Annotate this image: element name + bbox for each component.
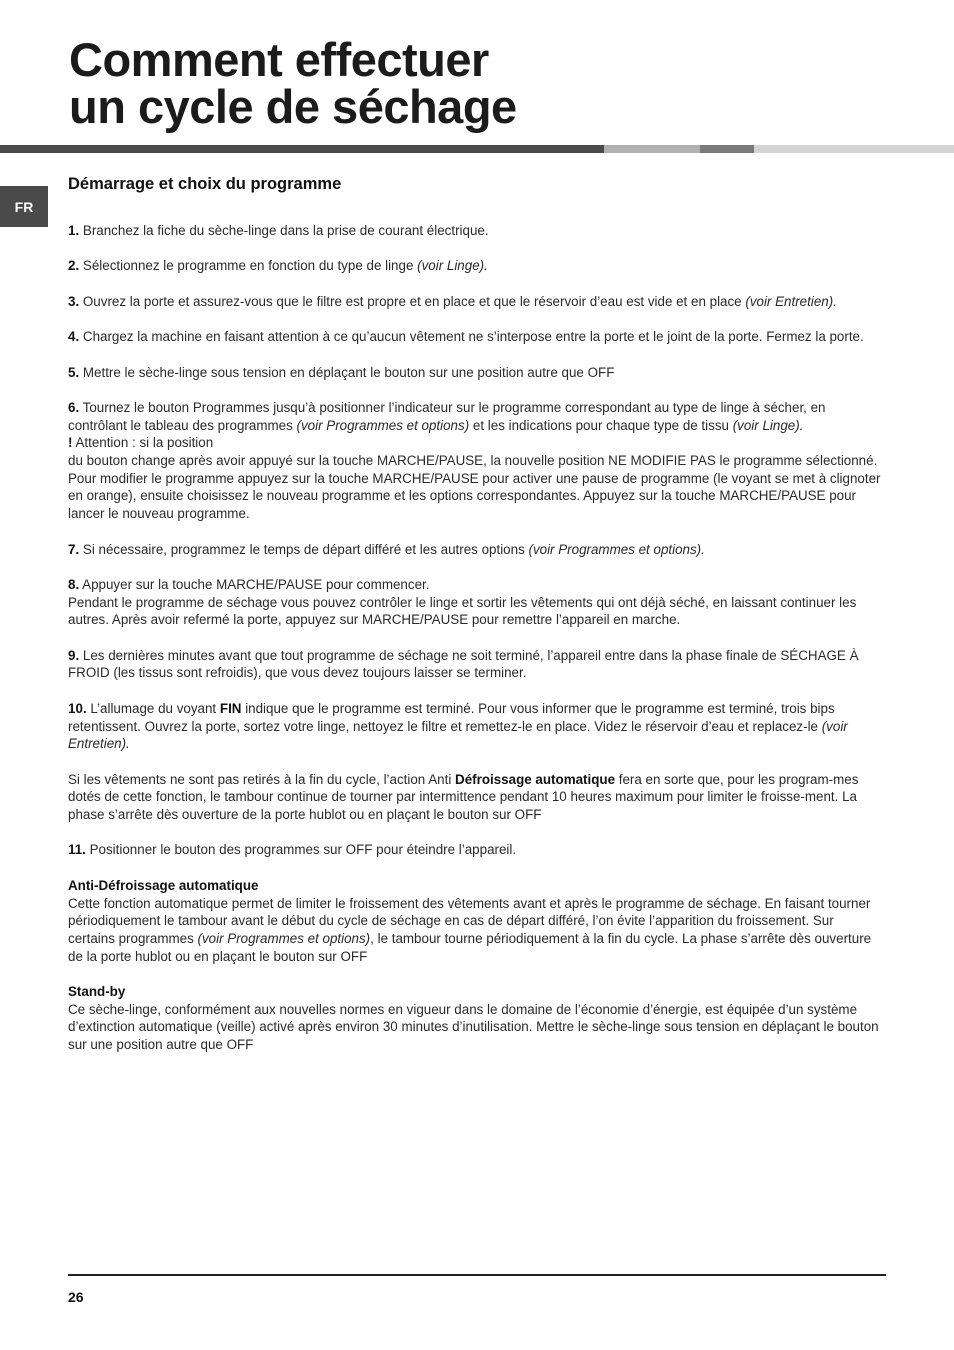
anti-wrinkle-note: Si les vêtements ne sont pas retirés à la fin du cycle, l’action Anti Défroissage automatique fera en sorte que, pour les program-mes dotés de cette fonction, le tambour continue de tourner par intermittence pendant 10 heures maximum pour limiter le froisse-ment. La phase s’arrête dès ouverture de la porte hublot ou en plaçant le bouton sur OFF: [68, 771, 859, 823]
anti-wrinkle-section: Anti-Défroissage automatique Cette fonction automatique permet de limiter le froissement des vêtements avant et après le programme de séchage. En faisant tourner périodiquement le tambour avant le début du cycle de séchage en cas de départ différé, l’on évite l’apparition du froissement. Sur certains programmes (voir Programmes et options), le tambour tourne périodiquement à la fin du cycle. La phase s’arrête dès ouverture de la porte hublot ou en plaçant le bouton sur OFF: [68, 877, 884, 966]
header-bar-dim: [700, 145, 754, 153]
warning-icon: !: [68, 435, 73, 451]
step-8: 8. Appuyer sur la touche MARCHE/PAUSE pour commencer. Pendant le programme de séchage vous pouvez contrôler le linge et sortir les vêtements qui ont déjà séché, en laissant continuer les autres. Après avoir refermé la porte, appuyez sur MARCHE/PAUSE pour remettre l’appareil en marche.: [68, 576, 857, 628]
standby-heading: Stand-by: [68, 984, 126, 1000]
header-bar-mid: [604, 145, 700, 153]
step-5: 5. Mettre le sèche-linge sous tension en déplaçant le bouton sur une position autre que OFF: [68, 364, 615, 380]
page-number: 26: [68, 1289, 84, 1305]
section-title: Démarrage et choix du programme: [68, 175, 342, 193]
language-tab: FR: [0, 186, 48, 227]
anti-wrinkle-heading: Anti-Défroissage automatique: [68, 877, 259, 893]
page-title-line-2: un cycle de séchage: [69, 80, 517, 133]
step-10: 10. L’allumage du voyant FIN indique que le programme est terminé. Pour vous informer que le programme est terminé, trois bips retentissent. Ouvrez la porte, sortez votre linge, nettoyez le filtre et remettez-le en place. Videz le réservoir d’eau et replacez-le (voir Entretien).: [68, 700, 848, 752]
step-7: 7. Si nécessaire, programmez le temps de départ différé et les autres options (voir Programmes et options).: [68, 541, 705, 557]
step-2: 2. Sélectionnez le programme en fonction du type de linge (voir Linge).: [68, 258, 488, 274]
header-bar-light: [754, 145, 954, 153]
instructions-body: [68, 222, 884, 1072]
page-title-line-1: Comment effectuer: [69, 33, 489, 86]
step-6: 6. Tournez le bouton Programmes jusqu’à positionner l’indicateur sur le programme correspondant au type de linge à sécher, en contrôlant le tableau des programmes (voir Programmes et options) et les indications pour chaque type de tissu (voir Linge). ! Attention : si la position du bouton change après avoir appuyé sur la touche MARCHE/PAUSE, la nouvelle position NE MODIFIE PAS le programme sélectionné. Pour modifier le programme appuyez sur la touche MARCHE/PAUSE pour activer une pause de programme (le voyant se met à clignoter en orange), ensuite choisissez le nouveau programme et les options correspondantes. Appuyez sur la touche MARCHE/PAUSE pour lancer le nouveau programme.: [68, 399, 881, 522]
page-title: [69, 33, 517, 133]
header-bar-dark: [0, 145, 604, 153]
step-4: 4. Chargez la machine en faisant attention à ce qu’aucun vêtement ne s’interpose entre la porte et le joint de la porte. Fermez la porte.: [68, 329, 864, 345]
standby-section: Stand-by Ce sèche-linge, conformément aux nouvelles normes en vigueur dans le domaine de l’économie d’énergie, est équipée d’un système d’extinction automatique (veille) activé après environ 30 minutes d’inutilisation. Mettre le sèche-linge sous tension en déplaçant le bouton sur une position autre que OFF: [68, 983, 884, 1054]
step-1: 1. Branchez la fiche du sèche-linge dans la prise de courant électrique.: [68, 223, 489, 238]
step-9: 9. Les dernières minutes avant que tout programme de séchage ne soit terminé, l’appareil entre dans la phase finale de SÉCHAGE À FROID (les tissus sont refroidis), que vous devez toujours laisser se terminer.: [68, 647, 859, 681]
step-11: 11. Positionner le bouton des programmes sur OFF pour éteindre l’appareil.: [68, 842, 517, 858]
step-3: 3. Ouvrez la porte et assurez-vous que le filtre est propre et en place et que le réservoir d’eau est vide et en place (voir Entretien).: [68, 293, 837, 309]
footer-rule: [68, 1274, 886, 1276]
